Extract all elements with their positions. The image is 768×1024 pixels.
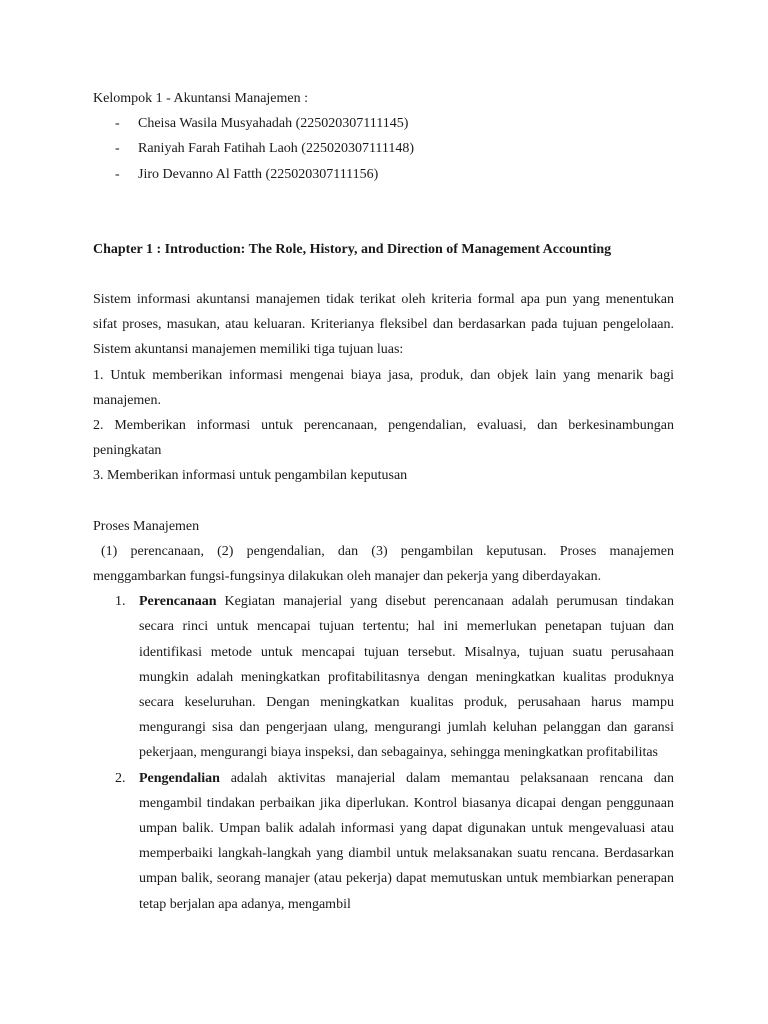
objective-item: 1. Untuk memberikan informasi mengenai biaya jasa, produk, dan objek lain yang menarik bagi manajemen. [93, 367, 674, 408]
item-text: Kegiatan manajerial yang disebut perencanaan adalah perumusan tindakan secara rinci untuk mencapai tujuan tertentu; hal ini memerlukan penetapan tujuan dan identifikasi metode untuk mencapai tujuan tersebut. Misalnya, tujuan suatu perusahaan mungkin adalah meningkatkan profitabilitasnya dengan meningkatkan kualitas produknya secara keseluruhan. Dengan meningkatkan kualitas produk, perusahaan harus mampu mengurangi sisa dan pengerjaan ulang, mengurangi jumlah keluhan pelanggan dan garansi pekerjaan, mengurangi biaya inspeksi, dan sebagainya, sehingga meningkatkan profitabilitas [139, 594, 674, 761]
intro-paragraph: Sistem informasi akuntansi manajemen tidak terikat oleh kriteria formal apa pun yang menentukan sifat proses, masukan, atau keluaran. Kriterianya fleksibel dan berdasarkan pada tujuan pengelolaan. Sistem akuntansi manajemen memiliki tiga tujuan luas: [93, 292, 674, 358]
item-term: Perencanaan [139, 594, 217, 610]
process-item [93, 766, 674, 917]
process-intro: (1) perencanaan, (2) pengendalian, dan (3) pengambilan keputusan. Proses manajemen menggambarkan fungsi-fungsinya dilakukan oleh manajer dan pekerja yang diberdayakan. [93, 543, 674, 585]
member-name: Raniyah Farah Fatihah Laoh (225020307111148) [138, 141, 415, 157]
member-name: Jiro Devanno Al Fatth (225020307111156) [138, 166, 379, 182]
member-item [93, 162, 674, 187]
member-item [93, 111, 674, 136]
item-number: 2. [115, 770, 126, 786]
item-text: adalah aktivitas manajerial dalam memantau pelaksanaan rencana dan mengambil tindakan perbaikan jika diperlukan. Kontrol biasanya dicapai dengan penggunaan umpan balik. Umpan balik adalah informasi yang dapat digunakan untuk mengevaluasi atau memperbaiki langkah-langkah yang diambil untuk melaksanakan suatu rencana. Berdasarkan umpan balik, seorang manajer (atau pekerja) dapat memutuskan untuk membiarkan penerapan tetap berjalan apa adanya, mengambil [139, 770, 674, 912]
list-dash: - [115, 141, 120, 157]
section-title: Proses Manajemen [93, 518, 200, 534]
document-page [93, 86, 674, 917]
process-item [93, 589, 674, 765]
list-dash: - [115, 166, 120, 182]
member-item [93, 136, 674, 161]
group-title: Kelompok 1 - Akuntansi Manajemen : [93, 91, 309, 106]
item-number: 1. [115, 594, 126, 610]
member-name: Cheisa Wasila Musyahadah (225020307111145) [138, 116, 409, 132]
member-list [93, 111, 674, 187]
chapter-title: Chapter 1 : Introduction: The Role, History, and Direction of Management Accounting [93, 241, 612, 257]
objective-item: 2. Memberikan informasi untuk perencanaan, pengendalian, evaluasi, dan berkesinambungan peningkatan [93, 418, 674, 459]
item-term: Pengendalian [139, 770, 220, 786]
process-list [93, 589, 674, 917]
objective-item: 3. Memberikan informasi untuk pengambilan keputusan [93, 468, 408, 484]
list-dash: - [115, 116, 120, 132]
